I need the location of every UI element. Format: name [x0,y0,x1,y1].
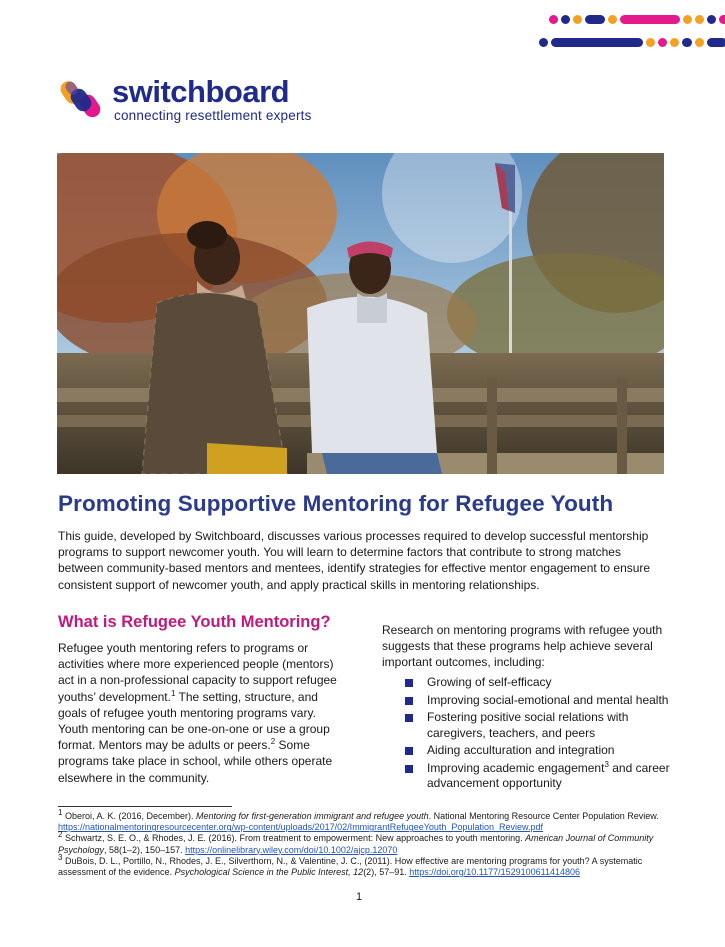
research-paragraph: Research on mentoring programs with refugee youth suggests that these programs help achieve several important outcomes, including: [382,623,663,670]
switchboard-logo-mark [58,74,104,126]
intro-paragraph: This guide, developed by Switchboard, discusses various processes required to develop successful mentorship programs to support newcomer youth. You will learn to determine factors that contribute to strong matches between community-based mentors and mentees, identify strategies for effective mentor engagement to ensure consistent support of newcomer youth, and apply practical skills in mentoring relationships. [58,529,651,592]
footnote-2: $^2$ Schwartz, S. E. O., & Rhodes, J. E. (2016). From treatment to empowerment: New approaches to youth mentoring. American Journal of Community Psychology, 58(1–2), 150–157. https://onlinelibrary.wiley.com/doi/10.1002/ajcp.12070 [58,830,654,855]
page-title: Promoting Supportive Mentoring for Refugee Youth [58,491,614,516]
switchboard-logo [58,72,318,132]
outcomes-list [405,675,685,794]
definition-paragraph [58,640,348,786]
footnote-ref-2[interactable]: 2 [270,737,276,747]
page-number: 1 [356,891,363,903]
bullet-square-icon [405,765,413,773]
footnote-1: $^1$ Oberoi, A. K. (2016, December). Mentoring for first-generation immigrant and refugee youth. National Mentoring Resource Center Population Review. https://nationalmentoringresourcecenter.org/wp-content/uploads/2017/02/ImmigrantRefugeeYouth_Population_Review.pdf [58,808,659,833]
decorative-dots-bottom [539,38,725,47]
list-item: Improving academic engagement$^3$ and career advancement opportunity [405,761,685,792]
bullet-square-icon [405,679,413,687]
list-item: Growing of self-efficacy [405,675,685,691]
bullet-square-icon [405,714,413,722]
footnotes [58,808,678,878]
footnote-2-link[interactable]: https://onlinelibrary.wiley.com/doi/10.1002/ajcp.12070 [185,844,398,855]
definition-text-3: Some programs take place in school, while others operate elsewhere in the community. [58,738,333,785]
footnote-3: $^3$ DuBois, D. L., Portillo, N., Rhodes, J. E., Silverthorn, N., & Valentine, J. C., (2011). How effective are mentoring programs for youth? A systematic assessment of the evidence. Psychological Science in the Public Interest, 12(2), 57–91. https://doi.org/10.1177/1529100611414806 [58,852,643,878]
footnote-3-link[interactable]: https://doi.org/10.1177/1529100611414806 [409,867,581,878]
definition-text-2: The setting, structure, and goals of refugee youth mentoring programs vary. Youth mentoring can be one-on-one or use a group format. Mentors may be adults or peers. [58,689,330,753]
section-heading: What is Refugee Youth Mentoring? [58,613,331,631]
list-item: Improving social-emotional and mental health [405,693,685,709]
bullet-square-icon [405,697,413,705]
photo-two-young-women-outdoors [57,153,664,474]
definition-text-1: Refugee youth mentoring refers to programs or activities where more experienced people (mentors) act in a non-professional capacity to support refugee youths’ development. [58,641,337,704]
decorative-dots-top [549,15,725,24]
footnote-1-link[interactable]: https://nationalmentoringresourcecenter.org/wp-content/uploads/2017/02/ImmigrantRefugeeYouth_Population_Review.pdf [58,822,543,833]
list-item: Aiding acculturation and integration [405,743,685,759]
logo-tagline: connecting resettlement experts [114,108,312,123]
footnote-ref-1[interactable]: 1 [170,688,176,698]
logo-wordmark: switchboard [112,74,290,109]
footnote-ref-3[interactable]: 3 [604,759,609,769]
hero-photo [57,153,664,474]
list-item: Fostering positive social relations with caregivers, teachers, and peers [405,710,685,741]
footnote-divider [58,806,232,807]
bullet-square-icon [405,747,413,755]
